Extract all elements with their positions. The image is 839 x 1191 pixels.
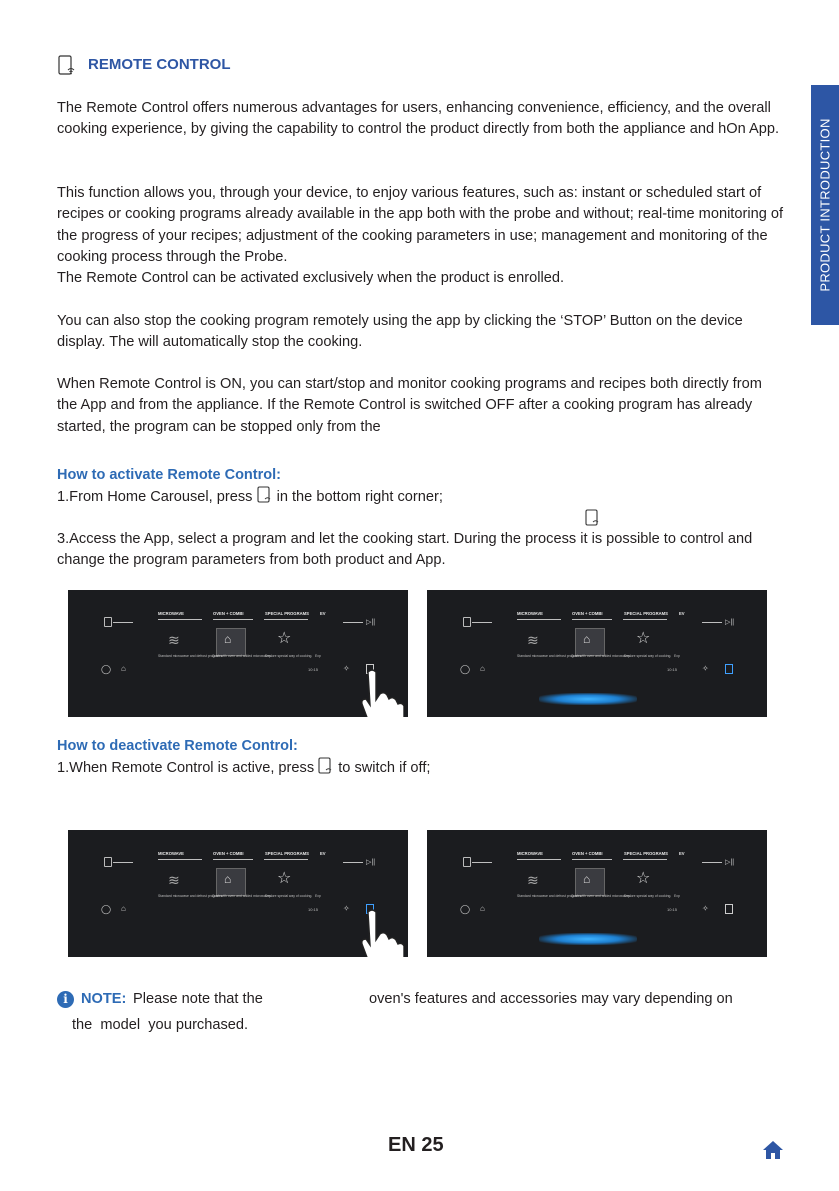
desc-microwave: Standard microwave and defrost programs.: [517, 654, 583, 658]
tab-ev: EV: [320, 611, 326, 616]
desc-oven-combi: Cook with oven and added microwaves.: [212, 654, 272, 658]
tab-special-programs: SPECIAL PROGRAMS: [624, 611, 668, 616]
clock: 10:15: [308, 907, 319, 912]
features-paragraph: This function allows you, through your device, to enjoy various features, such as: instant or scheduled start of recipes or cooking programs already available in the app both with the probe and without; real-time monitoring of the progress of your recipes; adjustment of the cooking parameters in use; management and monitoring of the cooking process through the Probe.: [57, 185, 784, 265]
clock: 10:15: [308, 667, 319, 672]
tab-ev: EV: [320, 851, 326, 856]
deactivate-heading: How to deactivate Remote Control:: [57, 738, 298, 754]
remote-control-icon: [257, 486, 273, 504]
oven-display-screenshot: ▷|| MICROWAVE OVEN + COMBI SPECIAL PROGRAMS EV ≋ ⌂ ☆ Standard microwave and defrost programs. Cook with oven and added microwaves. Explore special way of cooking. Exp 10:15 ◯ ⌂ ✧: [427, 830, 767, 957]
remote-control-icon: [585, 509, 601, 527]
desc-microwave: Standard microwave and defrost programs.: [158, 894, 224, 898]
side-tab-label: PRODUCT INTRODUCTION: [817, 118, 833, 292]
side-tab: [811, 85, 839, 325]
note-text-b: oven's features and accessories may vary depending on: [369, 991, 733, 1007]
desc-special: Explore special way of cooking.: [624, 654, 672, 658]
deactivate-step-1-text-b: to switch if off;: [338, 760, 431, 776]
tab-oven-combi: OVEN + COMBI: [213, 851, 244, 856]
desc-ev: Exp: [315, 654, 321, 658]
remote-on-paragraph: When Remote Control is ON, you can start/stop and monitor cooking programs and recipes both directly from the App and from the appliance. If the Remote Control is switched OFF after a cooking program has already started, the program can be stopped only from the: [57, 376, 762, 435]
tab-microwave: MICROWAVE: [517, 611, 543, 616]
oven-display-screenshot: ▷|| MICROWAVE OVEN + COMBI SPECIAL PROGRAMS EV ≋ ⌂ ☆ Standard microwave and defrost programs. Cook with oven and added microwaves. Explore special way of cooking. Exp 10:15 ◯ ⌂ ✧: [427, 590, 767, 717]
clock: 10:15: [667, 907, 678, 912]
active-glow: [539, 933, 637, 945]
desc-special: Explore special way of cooking.: [624, 894, 672, 898]
desc-ev: Exp: [674, 654, 680, 658]
tab-microwave: MICROWAVE: [158, 611, 184, 616]
home-icon[interactable]: [762, 1140, 784, 1160]
activate-step-1-text-a: 1.From Home Carousel, press: [57, 489, 253, 505]
info-icon: i: [57, 991, 74, 1008]
desc-oven-combi: Cook with oven and added microwaves.: [212, 894, 272, 898]
tab-oven-combi: OVEN + COMBI: [213, 611, 244, 616]
note-text-c: the model you purchased.: [72, 1017, 249, 1033]
hand-pointer-icon: [358, 908, 404, 957]
desc-special: Explore special way of cooking.: [265, 894, 313, 898]
activate-heading: How to activate Remote Control:: [57, 467, 281, 483]
page-number: [388, 1134, 444, 1157]
tab-microwave: MICROWAVE: [517, 851, 543, 856]
oven-display-screenshot: ▷|| MICROWAVE OVEN + COMBI SPECIAL PROGRAMS EV ≋ ⌂ ☆ Standard microwave and defrost programs. Cook with oven and added microwaves. Explore special way of cooking. Exp 10:15 ◯ ⌂ ✧: [68, 830, 408, 957]
tab-special-programs: SPECIAL PROGRAMS: [265, 611, 309, 616]
remote-control-icon: [57, 55, 77, 77]
desc-oven-combi: Cook with oven and added microwaves.: [571, 894, 631, 898]
section-title: REMOTE CONTROL: [88, 56, 231, 73]
activate-step-3: 3.Access the App, select a program and let the cooking start. During the process it is possible to control and change the program parameters from both product and App.: [57, 531, 753, 569]
tab-ev: EV: [679, 611, 685, 616]
activate-step-1: [57, 486, 787, 508]
hand-pointer-icon: [358, 668, 404, 717]
activate-step-1-text-b: in the bottom right corner;: [276, 489, 443, 505]
remote-control-icon: [318, 757, 334, 775]
tab-special-programs: SPECIAL PROGRAMS: [624, 851, 668, 856]
desc-microwave: Standard microwave and defrost programs.: [158, 654, 224, 658]
page-num: 25: [421, 1134, 444, 1156]
tab-microwave: MICROWAVE: [158, 851, 184, 856]
stop-paragraph: You can also stop the cooking program remotely using the app by clicking the ‘STOP’ Button on the device display. The will automatically stop the cooking.: [57, 313, 743, 351]
deactivate-step-1: [57, 757, 787, 779]
deactivate-step-1-text-a: 1.When Remote Control is active, press: [57, 760, 315, 776]
clock: 10:15: [667, 667, 678, 672]
tab-ev: EV: [679, 851, 685, 856]
enrollment-paragraph: The Remote Control can be activated exclusively when the product is enrolled.: [57, 270, 564, 286]
desc-ev: Exp: [315, 894, 321, 898]
active-glow: [539, 693, 637, 705]
desc-microwave: Standard microwave and defrost programs.: [517, 894, 583, 898]
page-lang: EN: [388, 1134, 416, 1156]
desc-oven-combi: Cook with oven and added microwaves.: [571, 654, 631, 658]
tab-oven-combi: OVEN + COMBI: [572, 611, 603, 616]
note-label: NOTE:: [81, 991, 127, 1007]
intro-paragraph: The Remote Control offers numerous advantages for users, enhancing convenience, efficiency, and the overall cooking experience, by giving the capability to control the product directly from both the appliance and hOn App.: [57, 100, 780, 138]
tab-special-programs: SPECIAL PROGRAMS: [265, 851, 309, 856]
oven-display-screenshot: ▷|| MICROWAVE OVEN + COMBI SPECIAL PROGRAMS EV ≋ ⌂ ☆ Standard microwave and defrost programs. Cook with oven and added microwaves. Explore special way of cooking. Exp 10:15 ◯ ⌂ ✧: [68, 590, 408, 717]
tab-oven-combi: OVEN + COMBI: [572, 851, 603, 856]
note-text-a: Please note that the: [133, 991, 263, 1007]
desc-ev: Exp: [674, 894, 680, 898]
desc-special: Explore special way of cooking.: [265, 654, 313, 658]
